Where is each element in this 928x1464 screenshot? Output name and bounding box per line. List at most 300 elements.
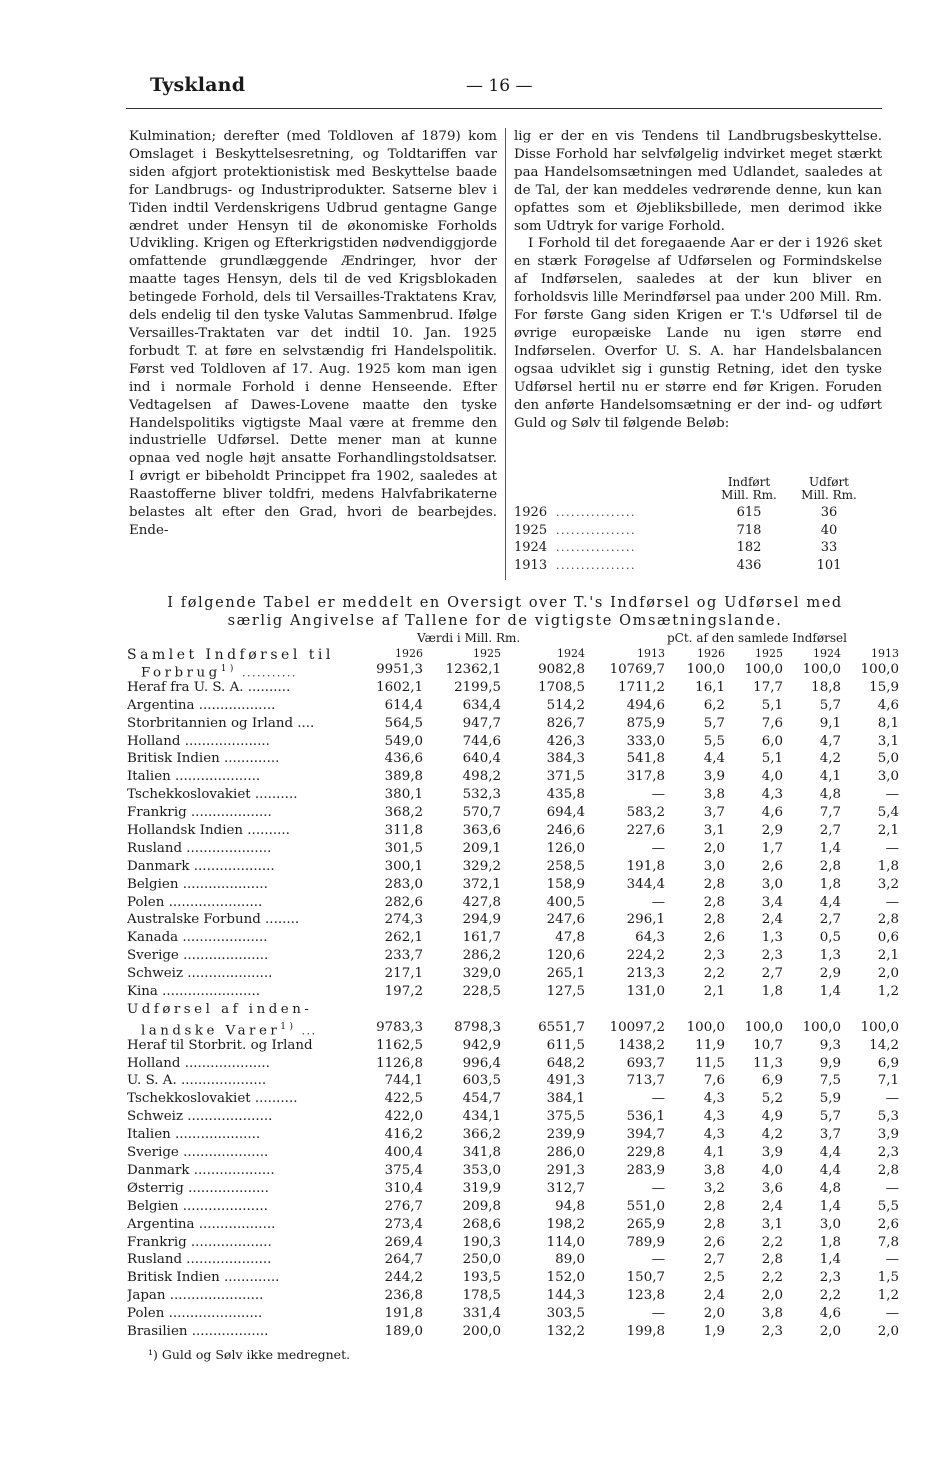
value-cell: 2,8	[703, 894, 725, 910]
table-row	[127, 1037, 897, 1055]
table-row	[127, 1269, 897, 1287]
value-cell: 2,7	[819, 912, 841, 928]
table-row	[127, 1180, 897, 1198]
value-cell: 268,6	[462, 1216, 501, 1232]
value-cell: 2,3	[761, 948, 783, 964]
value-cell: 7,5	[819, 1073, 841, 1089]
value-cell: 3,7	[703, 805, 725, 821]
value-cell: 5,4	[877, 805, 899, 821]
value-cell: 317,8	[626, 769, 665, 785]
value-cell: 368,2	[384, 805, 423, 821]
value-cell: 100,0	[860, 1019, 899, 1035]
value-cell: 301,5	[384, 840, 423, 856]
value-cell: —	[651, 1306, 665, 1322]
row-label: Kanada ....................	[127, 930, 268, 946]
value-cell: 1162,5	[376, 1037, 423, 1053]
year-cell: 1926	[514, 505, 548, 520]
value-cell: 384,3	[546, 751, 585, 767]
value-cell: 384,1	[546, 1091, 585, 1107]
row-label: Sverige ....................	[127, 948, 269, 964]
value-cell: 178,5	[462, 1288, 501, 1304]
value-cell: 7,6	[761, 715, 783, 731]
value-cell: 0,6	[877, 930, 899, 946]
value-cell: —	[651, 894, 665, 910]
value-cell: 2,3	[703, 948, 725, 964]
value-cell: 366,2	[462, 1127, 501, 1143]
value-cell: 1602,1	[376, 679, 423, 695]
running-head-title: Tyskland	[150, 74, 246, 96]
header-udfort: Udført	[808, 475, 850, 489]
value-cell: 2,3	[877, 1145, 899, 1161]
value-cell: 158,9	[546, 876, 585, 892]
value-cell: 4,1	[819, 769, 841, 785]
table-row	[514, 522, 884, 540]
value-cell: 389,8	[384, 769, 423, 785]
value-cell: 283,9	[626, 1162, 665, 1178]
value-cell: 198,2	[546, 1216, 585, 1232]
value-cell: 246,6	[546, 823, 585, 839]
value-cell: 18,8	[811, 679, 841, 695]
value-cell: 283,0	[384, 876, 423, 892]
value-cell: 227,6	[626, 823, 665, 839]
value-cell: 494,6	[626, 697, 665, 713]
row-label: Italien ....................	[127, 769, 261, 785]
value-cell: 1,2	[877, 984, 899, 1000]
value-cell: 229,8	[626, 1145, 665, 1161]
group-value-header: Værdi i Mill. Rm.	[417, 631, 521, 645]
value-cell: 303,5	[546, 1306, 585, 1322]
table-row	[127, 1216, 897, 1234]
value-cell: 640,4	[462, 751, 501, 767]
value-cell: 363,6	[462, 823, 501, 839]
value-cell: 1,8	[819, 1234, 841, 1250]
value-cell: 10,7	[753, 1037, 783, 1053]
value-cell: 1,3	[819, 948, 841, 964]
value-cell: 583,2	[626, 805, 665, 821]
value-cell: 199,8	[626, 1323, 665, 1339]
value-cell: 2199,5	[454, 679, 501, 695]
value-cell: 1,7	[761, 840, 783, 856]
value-cell: 193,5	[462, 1270, 501, 1286]
value-cell: 2,7	[761, 966, 783, 982]
value-cell: 4,9	[761, 1109, 783, 1125]
value-cell: 498,2	[462, 769, 501, 785]
row-label: Sverige ....................	[127, 1145, 269, 1161]
value-cell: 4,3	[703, 1091, 725, 1107]
value-cell: 5,0	[877, 751, 899, 767]
table-row	[127, 750, 897, 768]
value-cell: 274,3	[384, 912, 423, 928]
value-cell: 4,1	[703, 1145, 725, 1161]
value-cell: 371,5	[546, 769, 585, 785]
value-cell: 36	[820, 505, 838, 520]
value-cell: 11,3	[753, 1055, 783, 1071]
value-cell: 291,3	[546, 1162, 585, 1178]
table-row	[127, 786, 897, 804]
value-cell: 2,2	[703, 966, 725, 982]
value-cell: 40	[820, 522, 838, 538]
value-cell: 9082,8	[538, 662, 585, 677]
value-cell: 551,0	[626, 1198, 665, 1214]
body-paragraph: lig er der en vis Tendens til Landbrugsbeskyttelse. Disse Forhold har selvfølgelig indvirket meget stærkt paa Handelsomsætningen med Udlandet, saaledes at de Tal, der kan meddeles vedrørende denne, kun kan opfattes som et Øjebliksbillede, men derimod ikke som Udtryk for varige Forhold.	[514, 129, 882, 234]
value-cell: 100,0	[802, 662, 841, 677]
value-cell: 2,4	[761, 912, 783, 928]
value-cell: 100,0	[744, 1019, 783, 1035]
value-cell: 239,9	[546, 1127, 585, 1143]
value-cell: 2,8	[703, 876, 725, 892]
value-cell: 4,4	[819, 1145, 841, 1161]
table-row	[127, 1072, 897, 1090]
table-row	[127, 715, 897, 733]
value-cell: 344,4	[626, 876, 665, 892]
value-cell: 3,9	[703, 769, 725, 785]
value-cell: 209,1	[462, 840, 501, 856]
value-cell: 2,3	[819, 1270, 841, 1286]
value-cell: 17,7	[753, 679, 783, 695]
value-cell: 8798,3	[454, 1019, 501, 1035]
row-label: Britisk Indien .............	[127, 1270, 280, 1286]
value-cell: 2,8	[703, 912, 725, 928]
value-cell: 3,4	[761, 894, 783, 910]
value-cell: 532,3	[462, 787, 501, 803]
value-cell: 100,0	[744, 662, 783, 677]
table-row	[514, 539, 884, 557]
value-cell: 2,4	[703, 1288, 725, 1304]
value-cell: 4,4	[819, 894, 841, 910]
value-cell: 224,2	[626, 948, 665, 964]
table-row	[127, 1251, 897, 1269]
value-cell: 273,4	[384, 1216, 423, 1232]
value-cell: —	[885, 1091, 899, 1107]
value-cell: 333,0	[626, 733, 665, 749]
value-cell: 5,3	[877, 1109, 899, 1125]
value-cell: 132,2	[546, 1323, 585, 1339]
value-cell: 120,6	[546, 948, 585, 964]
value-cell: 5,9	[819, 1091, 841, 1107]
table-row	[127, 947, 897, 965]
value-cell: 341,8	[462, 1145, 501, 1161]
value-cell: 16,1	[695, 679, 725, 695]
value-cell: 4,2	[819, 751, 841, 767]
value-cell: 4,8	[819, 1180, 841, 1196]
value-cell: 1,4	[819, 840, 841, 856]
value-cell: —	[885, 894, 899, 910]
value-cell: 233,7	[384, 948, 423, 964]
table-row	[514, 557, 884, 575]
value-cell: 126,0	[546, 840, 585, 856]
value-cell: 2,3	[761, 1323, 783, 1339]
row-label: Tschekkoslovakiet ..........	[127, 1091, 298, 1107]
value-cell: 4,8	[819, 787, 841, 803]
leader-dots: ................	[556, 558, 636, 572]
table-row	[127, 1162, 897, 1180]
value-cell: —	[651, 1180, 665, 1196]
row-label: Holland ....................	[127, 733, 270, 749]
value-cell: 3,8	[761, 1306, 783, 1322]
row-label: landske Varer$^{1)}$ ...	[141, 1021, 317, 1039]
value-cell: 3,2	[703, 1180, 725, 1196]
value-cell: 422,0	[384, 1109, 423, 1125]
value-cell: 2,2	[761, 1234, 783, 1250]
value-cell: 2,8	[703, 1198, 725, 1214]
table-row	[127, 1090, 897, 1108]
value-cell: 312,7	[546, 1180, 585, 1196]
value-cell: 9783,3	[376, 1019, 423, 1035]
export-heading: Udførsel af inden-	[127, 1001, 313, 1017]
value-cell: 1438,2	[618, 1037, 665, 1053]
table-row	[127, 876, 897, 894]
row-label: Danmark ...................	[127, 1162, 275, 1178]
page-number: — 16 —	[466, 76, 533, 96]
value-cell: 33	[820, 540, 838, 555]
value-cell: —	[651, 787, 665, 803]
value-cell: 875,9	[626, 715, 665, 731]
value-cell: 2,8	[761, 1252, 783, 1268]
trade-table	[127, 631, 897, 1341]
value-cell: 1708,5	[538, 679, 585, 695]
value-cell: 454,7	[462, 1091, 501, 1107]
row-label: Schweiz ....................	[127, 966, 273, 982]
value-cell: 127,5	[546, 984, 585, 1000]
value-cell: 3,0	[703, 858, 725, 874]
value-cell: 5,2	[761, 1091, 783, 1107]
value-cell: 3,1	[877, 733, 899, 749]
value-cell: 5,1	[761, 697, 783, 713]
gold-silver-header	[514, 476, 884, 504]
row-label: Schweiz ....................	[127, 1109, 273, 1125]
value-cell: 634,4	[462, 697, 501, 713]
value-cell: 2,9	[819, 966, 841, 982]
value-cell: 2,0	[877, 966, 899, 982]
row-label: Danmark ...................	[127, 858, 275, 874]
value-cell: 4,3	[761, 787, 783, 803]
value-cell: 310,4	[384, 1180, 423, 1196]
header-unit: Mill. Rm.	[721, 488, 777, 502]
value-cell: 10097,2	[609, 1019, 665, 1035]
value-cell: 296,1	[626, 912, 665, 928]
value-cell: 300,1	[384, 858, 423, 874]
value-cell: 1,5	[877, 1270, 899, 1286]
value-cell: 2,5	[703, 1270, 725, 1286]
row-label: Japan ......................	[127, 1288, 264, 1304]
value-cell: 11,9	[695, 1037, 725, 1053]
year-cell: 1925	[514, 522, 548, 538]
value-cell: 250,0	[462, 1252, 501, 1268]
value-cell: 614,4	[384, 697, 423, 713]
value-cell: 4,4	[819, 1162, 841, 1178]
value-cell: 353,0	[462, 1162, 501, 1178]
value-cell: 236,8	[384, 1288, 423, 1304]
value-cell: 8,1	[877, 715, 899, 731]
column-divider	[505, 128, 506, 580]
value-cell: 6,9	[761, 1073, 783, 1089]
value-cell: 4,0	[761, 1162, 783, 1178]
value-cell: 436	[736, 557, 762, 573]
value-cell: 4,6	[877, 697, 899, 713]
value-cell: 826,7	[546, 715, 585, 731]
value-cell: 1,8	[761, 984, 783, 1000]
value-cell: 182	[736, 540, 762, 555]
group-pct-header: pCt. af den samlede Indførsel	[667, 631, 847, 645]
leader-dots: ................	[556, 506, 636, 519]
value-cell: 114,0	[546, 1234, 585, 1250]
value-cell: 3,6	[761, 1180, 783, 1196]
table-row	[127, 804, 897, 822]
value-cell: 3,0	[819, 1216, 841, 1232]
value-cell: 5,7	[703, 715, 725, 731]
value-cell: 258,5	[546, 858, 585, 874]
value-cell: 269,4	[384, 1234, 423, 1250]
total-row	[127, 1019, 897, 1037]
table-row	[127, 1108, 897, 1126]
value-cell: 4,0	[761, 769, 783, 785]
value-cell: 7,6	[703, 1073, 725, 1089]
value-cell: 2,6	[877, 1216, 899, 1232]
value-cell: —	[885, 840, 899, 856]
value-cell: 942,9	[462, 1037, 501, 1053]
value-cell: 191,8	[626, 858, 665, 874]
value-cell: 1,8	[877, 858, 899, 874]
value-cell: 693,7	[626, 1055, 665, 1071]
value-cell: 372,1	[462, 876, 501, 892]
row-label: Brasilien ..................	[127, 1323, 269, 1339]
table-row	[127, 679, 897, 697]
year-header: 1926	[395, 647, 423, 660]
value-cell: 12362,1	[445, 662, 501, 677]
year-header: 1924	[813, 647, 841, 660]
value-cell: 286,0	[546, 1145, 585, 1161]
row-label: Rusland ....................	[127, 1252, 272, 1268]
year-header: 1924	[557, 647, 585, 660]
value-cell: 426,3	[546, 733, 585, 749]
year-cell: 1924	[514, 540, 548, 555]
value-cell: 9,1	[819, 715, 841, 731]
value-cell: 2,8	[703, 1216, 725, 1232]
value-cell: 2,8	[877, 1162, 899, 1178]
table-row	[127, 1287, 897, 1305]
value-cell: 276,7	[384, 1198, 423, 1214]
table-row	[127, 965, 897, 983]
leader-dots: ................	[556, 541, 636, 554]
value-cell: 2,0	[703, 1306, 725, 1322]
value-cell: 713,7	[626, 1073, 665, 1089]
row-label: Rusland ....................	[127, 840, 272, 856]
value-cell: 3,0	[761, 876, 783, 892]
value-cell: 189,0	[384, 1323, 423, 1339]
value-cell: 11,5	[695, 1055, 725, 1071]
row-label: Frankrig ...................	[127, 1234, 272, 1250]
row-label: Kina .......................	[127, 984, 261, 1000]
value-cell: 294,9	[462, 912, 501, 928]
value-cell: 2,0	[703, 840, 725, 856]
intro-line: I følgende Tabel er meddelt en Oversigt over T.'s Indførsel og Udførsel med	[167, 595, 843, 611]
row-label: Polen ......................	[127, 894, 263, 910]
value-cell: 4,7	[819, 733, 841, 749]
value-cell: 262,1	[384, 930, 423, 946]
value-cell: 329,2	[462, 858, 501, 874]
row-label: Hollandsk Indien ..........	[127, 823, 290, 839]
value-cell: 2,7	[703, 1252, 725, 1268]
row-label: Belgien ....................	[127, 1198, 268, 1214]
value-cell: 4,6	[761, 805, 783, 821]
value-cell: 436,6	[384, 751, 423, 767]
value-cell: 5,7	[819, 697, 841, 713]
export-heading-row	[127, 1001, 897, 1019]
table-row	[127, 840, 897, 858]
value-cell: 3,1	[703, 823, 725, 839]
value-cell: 101	[816, 557, 842, 573]
row-label: Heraf fra U. S. A. ..........	[127, 679, 291, 695]
row-label: Belgien ....................	[127, 876, 268, 892]
value-cell: 144,3	[546, 1288, 585, 1304]
value-cell: 94,8	[555, 1198, 585, 1214]
value-cell: 2,2	[761, 1270, 783, 1286]
value-cell: 2,6	[703, 1234, 725, 1250]
row-label: Tschekkoslovakiet ..........	[127, 787, 298, 803]
value-cell: 264,7	[384, 1252, 423, 1268]
value-cell: 2,7	[819, 823, 841, 839]
value-cell: 244,2	[384, 1270, 423, 1286]
value-cell: 100,0	[686, 1019, 725, 1035]
value-cell: 2,4	[761, 1198, 783, 1214]
body-paragraph: I Forhold til det foregaaende Aar er der i 1926 sket en stærk Forøgelse af Udførselen og Formindskelse af Indførselen, saaledes at der kun bliver en forholdsvis lille Merindførsel paa under 200 Mill. Rm. For første Gang siden Krigen er T.'s Udførsel til de øvrige europæiske Lande nu igen større end Indførselen. Overfor U. S. A. har Handelsbalancen ogsaa udviklet sig i gunstig Retning, idet den tyske Udførsel hertil nu er større end før Krigen. Foruden den anførte Handelsomsætning er der ind- og udført Guld og Sølv til følgende Beløb:	[514, 236, 882, 431]
row-label: Frankrig ...................	[127, 805, 272, 821]
value-cell: 4,4	[703, 751, 725, 767]
value-cell: 603,5	[462, 1073, 501, 1089]
value-cell: 6,9	[877, 1055, 899, 1071]
value-cell: 435,8	[546, 787, 585, 803]
value-cell: 564,5	[384, 715, 423, 731]
value-cell: 3,8	[703, 1162, 725, 1178]
value-cell: 536,1	[626, 1109, 665, 1125]
value-cell: 3,8	[703, 787, 725, 803]
value-cell: 100,0	[860, 662, 899, 677]
value-cell: 375,4	[384, 1162, 423, 1178]
value-cell: 6,2	[703, 697, 725, 713]
table-row	[127, 1198, 897, 1216]
value-cell: 1,9	[703, 1323, 725, 1339]
table-row	[127, 858, 897, 876]
value-cell: 3,2	[877, 876, 899, 892]
value-cell: 329,0	[462, 966, 501, 982]
value-cell: 319,9	[462, 1180, 501, 1196]
value-cell: 380,1	[384, 787, 423, 803]
body-paragraph: Kulmination; derefter (med Toldloven af 1879) kom Omslaget i Beskyttelsesretning, og Toldtariffen var siden afgjort protektionistisk med Beskyttelse baade for Landbrugs- og Industriprodukter. Satserne blev i Tiden indtil Verdenskrigens Udbrud gentagne Gange ændret under Hensyn til de økonomiske Forholds Udvikling. Krigen og Efterkrigstiden nødvendiggjorde omfattende grundlæggende Ændringer, hvor der maatte tages Hensyn, dels til de ved Krigsblokaden betingede Forhold, dels til Versailles-Traktatens Krav, dels endelig til den tyske Valutas Sammenbrud. Ifølge Versailles-Traktaten var det indtil 10. Jan. 1925 forbudt T. at føre en selvstændig fri Handelspolitik. Først ved Toldloven af 17. Aug. 1925 kom man igen ind i normale Forhold i denne Henseende. Efter Vedtagelsen af Dawes-Lovene maatte den tyske Handelspolitiks vigtigste Maal være at fremme den industrielle Udførsel. Dette mener man at kunne opnaa ved nogle højt ansatte Forhandlingstoldsatser. I øvrigt er bibeholdt Princippet fra 1902, saaledes at Raastofferne bliver toldfri, medens Halvfabrikaterne belastes alt efter den Grad, hvori de bearbejdes. Ende-	[129, 129, 497, 538]
table-row	[127, 697, 897, 715]
value-cell: 3,1	[761, 1216, 783, 1232]
value-cell: 161,7	[462, 930, 501, 946]
value-cell: 286,2	[462, 948, 501, 964]
value-cell: 2,8	[819, 858, 841, 874]
value-cell: 947,7	[462, 715, 501, 731]
header-rule	[126, 108, 882, 109]
value-cell: 4,2	[761, 1127, 783, 1143]
value-cell: 100,0	[802, 1019, 841, 1035]
year-headers	[127, 645, 897, 661]
value-cell: 190,3	[462, 1234, 501, 1250]
value-cell: 434,1	[462, 1109, 501, 1125]
value-cell: 4,3	[703, 1127, 725, 1143]
value-cell: 996,4	[462, 1055, 501, 1071]
year-header: 1925	[473, 647, 501, 660]
value-cell: 375,5	[546, 1109, 585, 1125]
value-cell: 265,1	[546, 966, 585, 982]
value-cell: 400,5	[546, 894, 585, 910]
value-cell: —	[885, 1252, 899, 1268]
value-cell: 1,3	[761, 930, 783, 946]
year-header: 1925	[755, 647, 783, 660]
leader-dots: ................	[556, 523, 636, 537]
